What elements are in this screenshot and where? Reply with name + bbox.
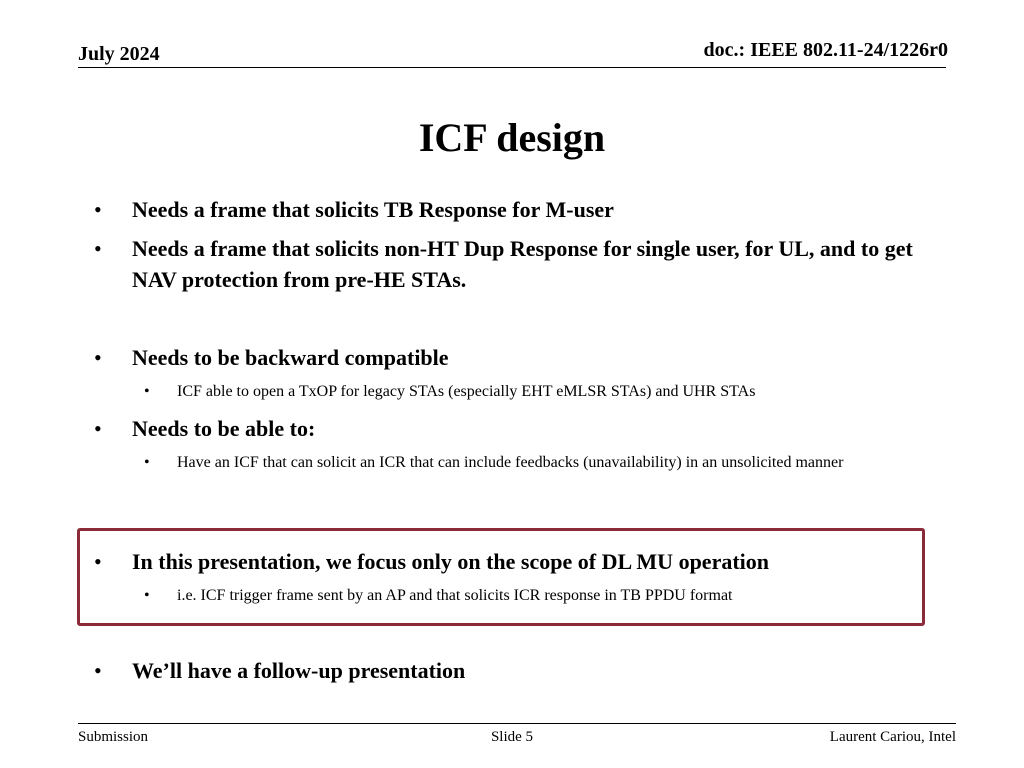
bullet-text: In this presentation, we focus only on the scope of DL MU operation (132, 549, 770, 574)
sub-bullet-1 (144, 381, 904, 403)
slide-title: ICF design (418, 115, 606, 160)
bullet-marker: • (94, 345, 102, 370)
sub-bullet-text: Have an ICF that can solicit an ICR that can include feedbacks (unavailability) in an unsolicited manner (177, 454, 844, 471)
sub-bullet-text: i.e. ICF trigger frame sent by an AP and that solicits ICR response in TB PPDU format (177, 587, 733, 604)
header-date: July 2024 (78, 43, 160, 65)
bullet-text: Needs to be backward compatible (132, 345, 449, 370)
footer-rule (78, 723, 956, 724)
bullet-marker: • (94, 236, 102, 261)
bullet-2 (94, 233, 934, 295)
bullet-marker: • (94, 197, 102, 222)
sub-bullet-marker: • (144, 383, 150, 400)
bullet-marker: • (94, 549, 102, 574)
footer-author: Laurent Cariou, Intel (829, 729, 956, 745)
bullet-marker: • (94, 658, 102, 683)
header-rule (78, 67, 946, 68)
header-doc-id: doc.: IEEE 802.11-24/1226r0 (703, 39, 948, 61)
sub-bullet-2 (144, 452, 864, 474)
bullet-text: Needs a frame that solicits non-HT Dup Response for single user, for UL, and to get NAV protection from pre-HE STAs. (132, 236, 913, 292)
sub-bullet-marker: • (144, 454, 150, 471)
sub-bullet-marker: • (144, 587, 150, 604)
bullet-3 (94, 342, 934, 373)
bullet-5 (94, 546, 924, 577)
bullet-marker: • (94, 416, 102, 441)
bullet-text: Needs a frame that solicits TB Response for M-user (132, 197, 614, 222)
footer-slide-number: Slide 5 (490, 729, 534, 745)
bullet-text: We’ll have a follow-up presentation (132, 658, 466, 683)
sub-bullet-3 (144, 585, 904, 607)
sub-bullet-text: ICF able to open a TxOP for legacy STAs (especially EHT eMLSR STAs) and UHR STAs (177, 383, 756, 400)
footer-submission: Submission (78, 729, 149, 745)
bullet-4 (94, 413, 934, 444)
bullet-6 (94, 655, 934, 686)
bullet-1 (94, 194, 934, 225)
focus-highlight-box (77, 528, 925, 626)
bullet-text: Needs to be able to: (132, 416, 316, 441)
